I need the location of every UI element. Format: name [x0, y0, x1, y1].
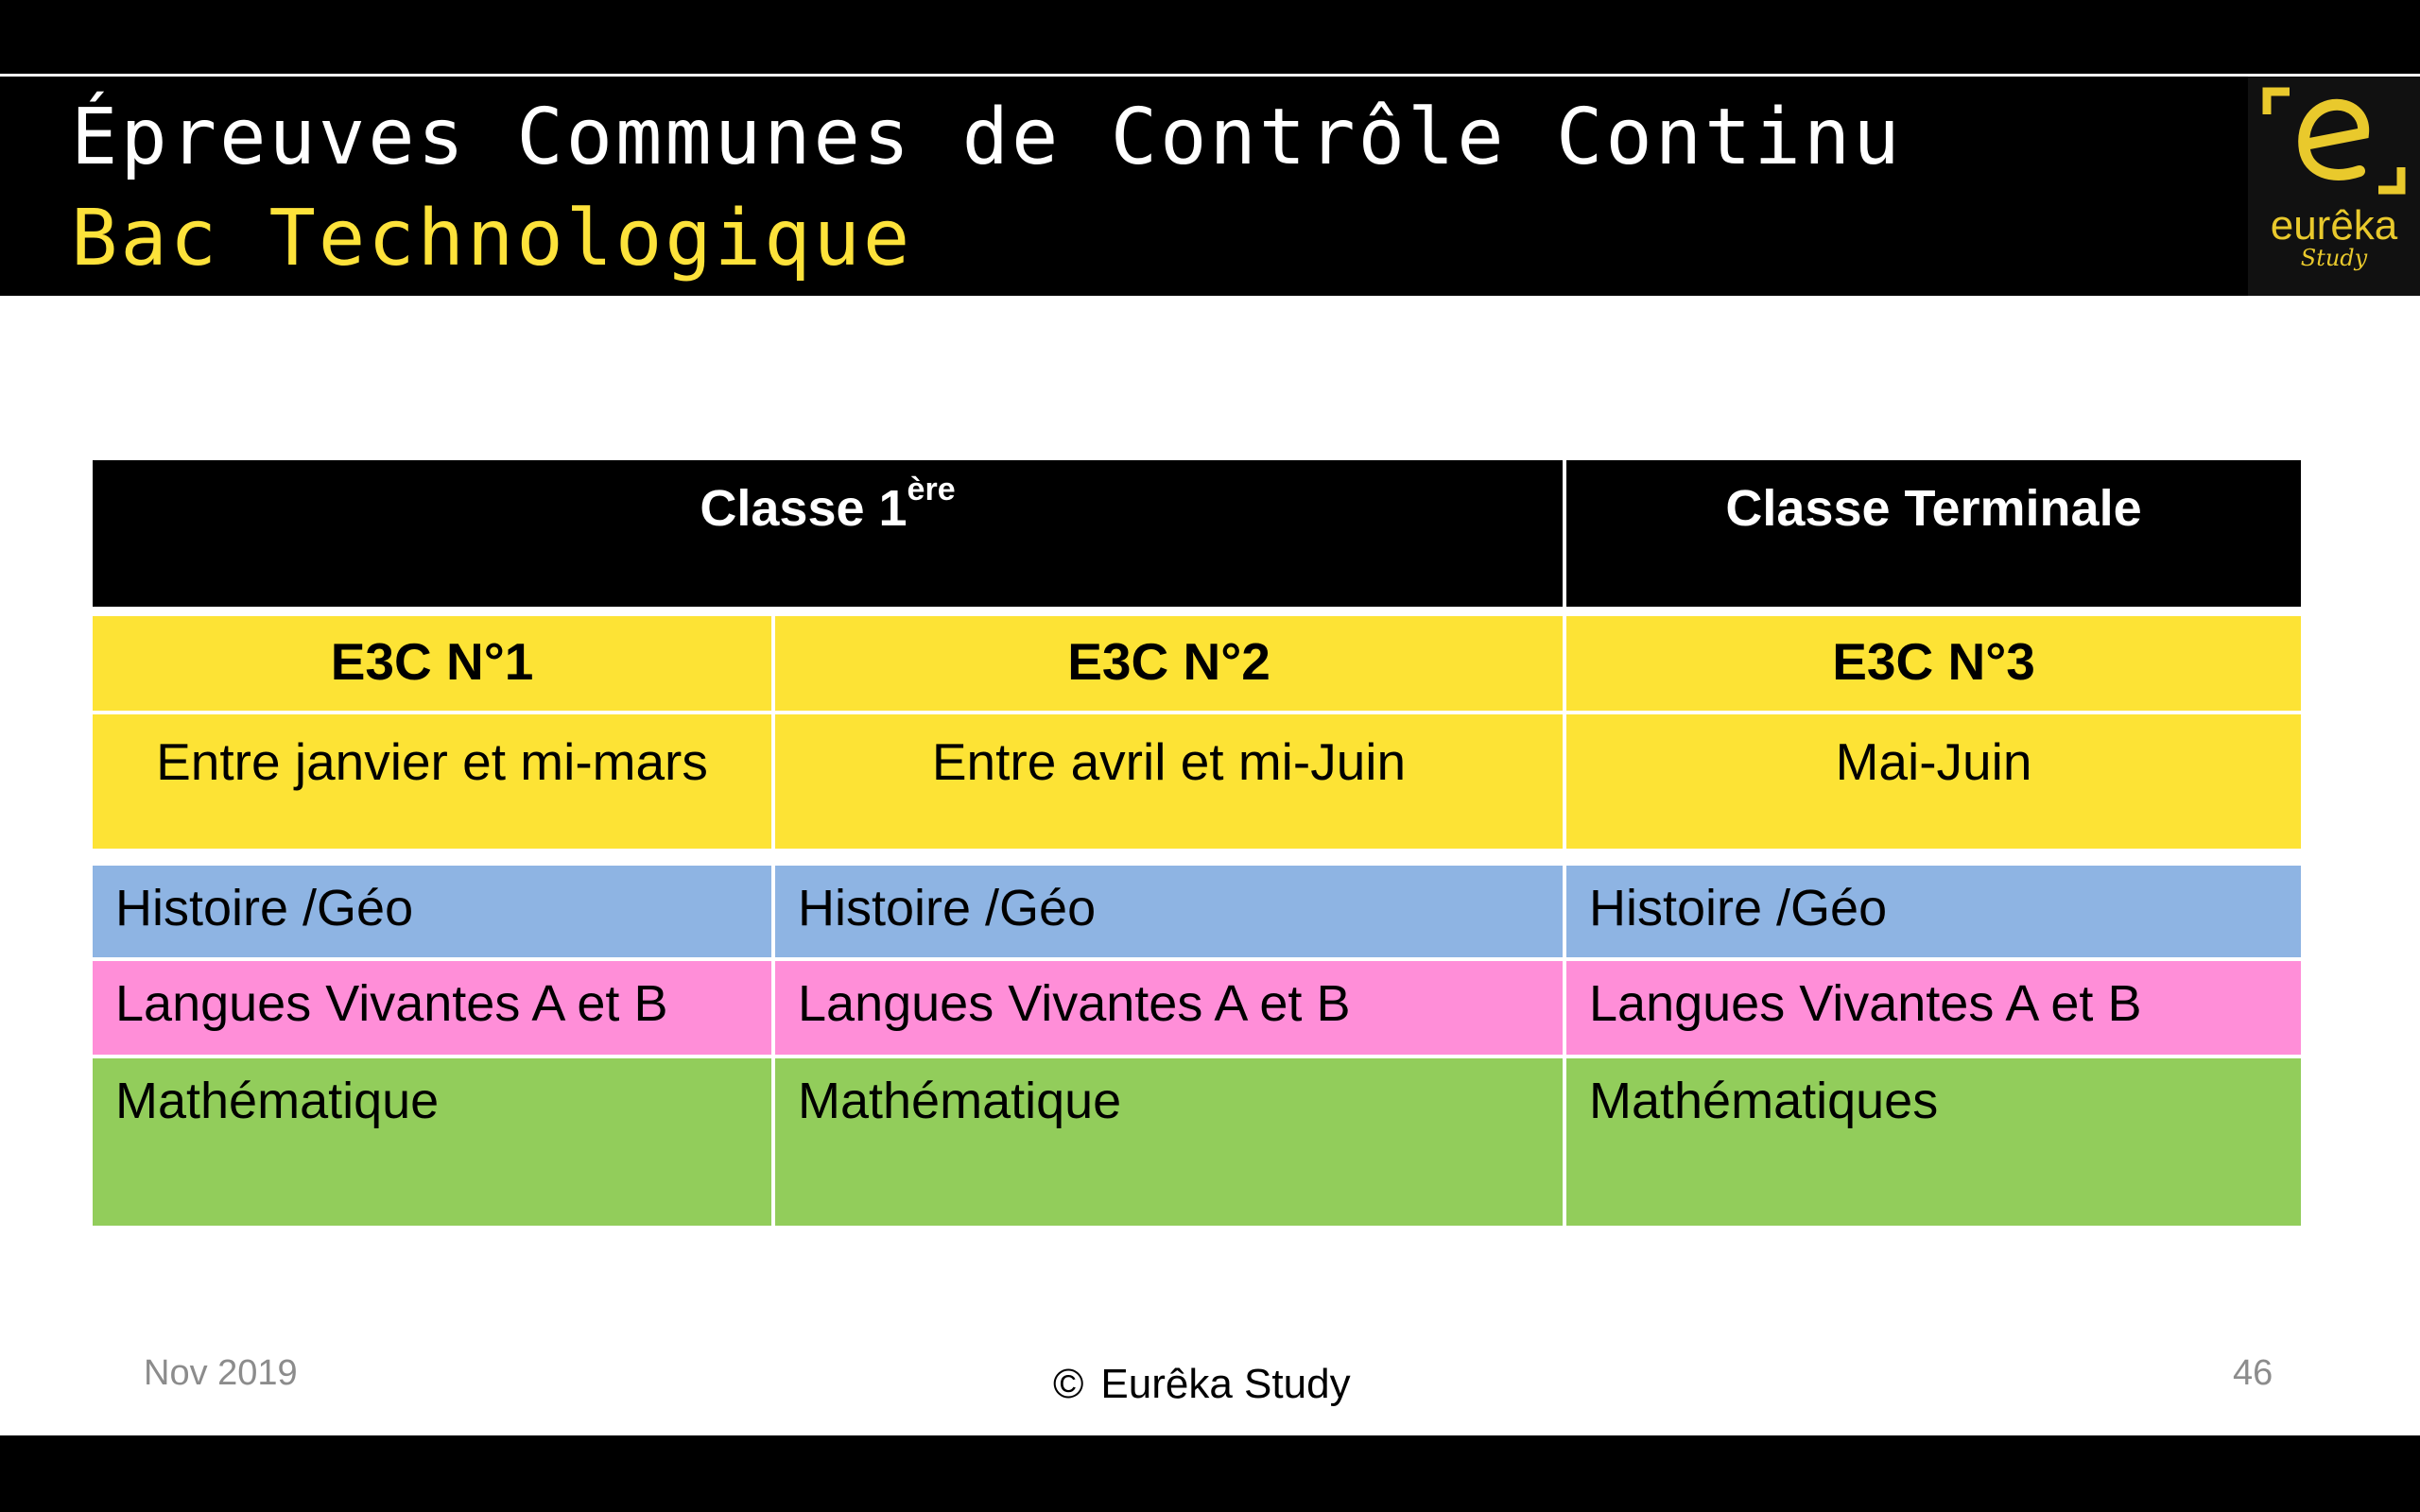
subject-cell-histoire-3: Histoire /Géo — [1566, 866, 2301, 957]
e3c-schedule-table — [93, 460, 2301, 1226]
subject-cell-histoire-1: Histoire /Géo — [93, 866, 771, 957]
exam-period-1: Entre janvier et mi-mars — [93, 714, 771, 849]
footer-date: Nov 2019 — [144, 1353, 298, 1393]
slide-title: Épreuves Communes de Contrôle Continu — [71, 93, 1903, 182]
exam-period-2: Entre avril et mi-Juin — [775, 714, 1563, 849]
exam-name-3: E3C N°3 — [1566, 616, 2301, 711]
subject-cell-maths-2: Mathématique — [775, 1058, 1563, 1226]
copyright-text: Eurêka Study — [1100, 1361, 1351, 1407]
header-classe-terminale: Classe Terminale — [1566, 460, 2301, 607]
top-black-bar — [0, 0, 2420, 74]
subject-cell-maths-1: Mathématique — [93, 1058, 771, 1226]
slide-page-number: 46 — [2233, 1353, 2273, 1393]
header-classe-premiere: Classe 1ère — [93, 460, 1563, 607]
logo-e-icon — [2248, 77, 2420, 209]
slide-subtitle: Bac Technologique — [71, 194, 913, 284]
subject-cell-maths-3: Mathématiques — [1566, 1058, 2301, 1226]
exam-name-1: E3C N°1 — [93, 616, 771, 711]
subject-cell-langues-2: Langues Vivantes A et B — [775, 961, 1563, 1055]
subject-cell-langues-3: Langues Vivantes A et B — [1566, 961, 2301, 1055]
subject-cell-histoire-2: Histoire /Géo — [775, 866, 1563, 957]
subject-cell-langues-1: Langues Vivantes A et B — [93, 961, 771, 1055]
logo-tagline: Study — [2300, 245, 2368, 271]
bottom-black-bar — [0, 1435, 2420, 1512]
copyright-icon: © — [1053, 1361, 1084, 1407]
eureka-logo — [2248, 77, 2420, 296]
footer-copyright — [1053, 1361, 1351, 1408]
exam-period-3: Mai-Juin — [1566, 714, 2301, 849]
logo-wordmark: eurêka — [2270, 202, 2398, 249]
exam-name-2: E3C N°2 — [775, 616, 1563, 711]
